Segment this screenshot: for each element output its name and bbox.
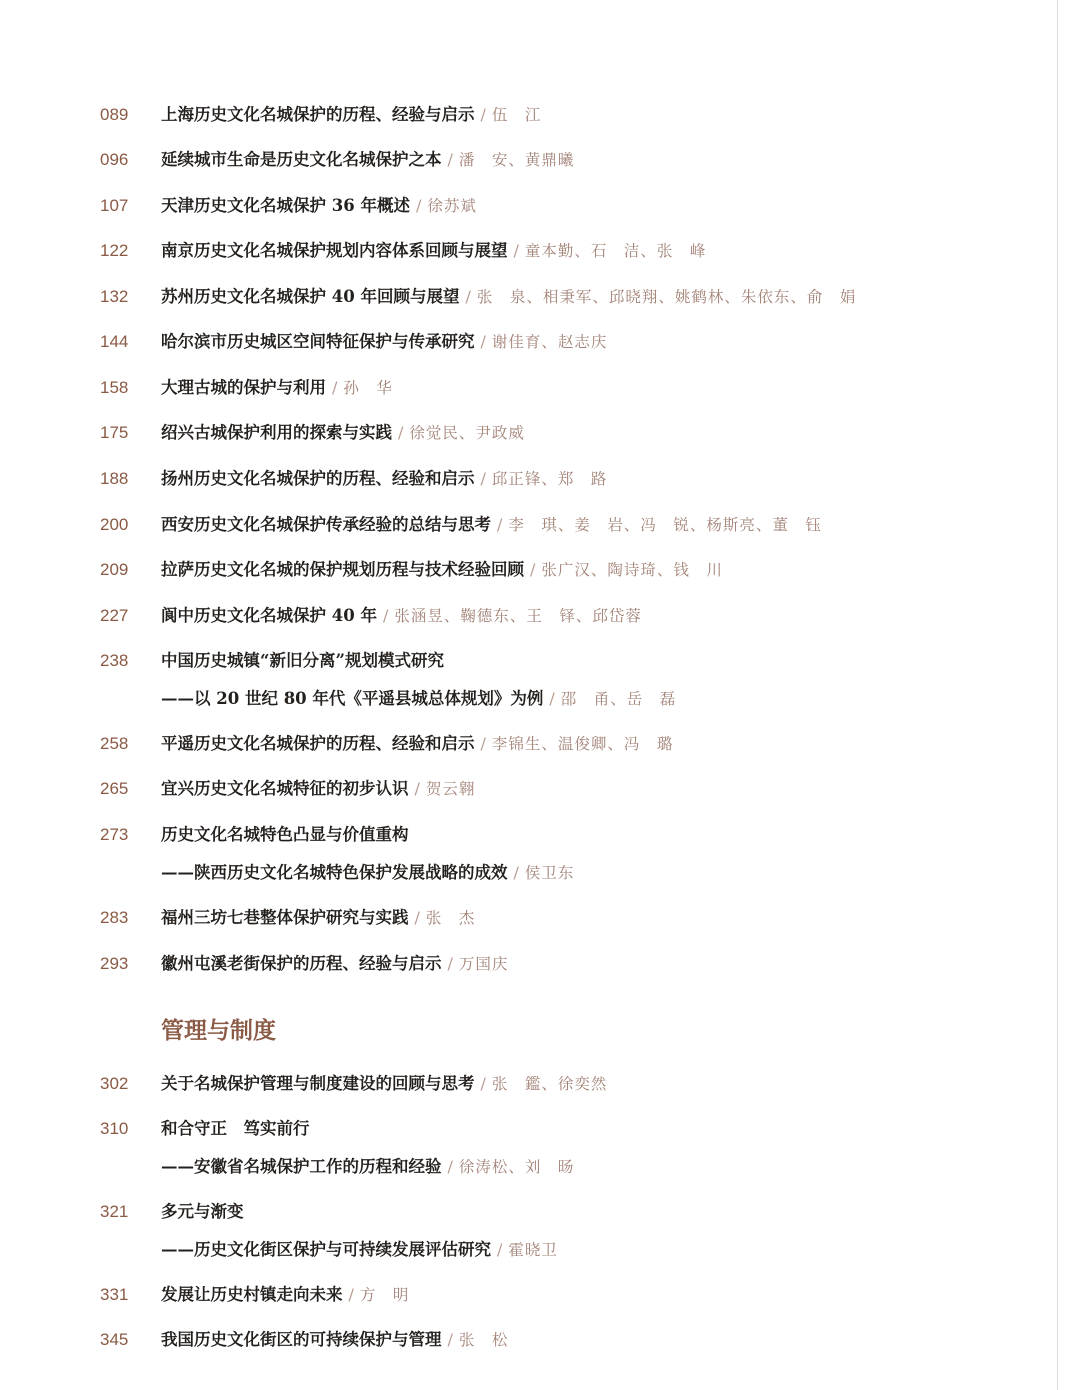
page-number: 310 [100, 1119, 129, 1138]
entry-authors: 贺云翱 [425, 780, 476, 798]
entry-title: 南京历史文化名城保护规划内容体系回顾与展望 [161, 241, 508, 260]
entry-authors: 张 杰 [425, 909, 476, 927]
entry-authors: 李 琪、姜 岩、冯 锐、杨斯亮、董 钰 [508, 516, 822, 534]
page-number: 321 [100, 1202, 129, 1221]
entry-authors: 方 明 [359, 1286, 410, 1304]
page-number: 302 [100, 1074, 129, 1093]
page-number: 175 [100, 423, 129, 442]
entry-title: 多元与渐变 [161, 1202, 244, 1221]
entry-title: 延续城市生命是历史文化名城保护之本 [161, 150, 442, 169]
entry-title: 平遥历史文化名城保护的历程、经验和启示 [161, 734, 475, 753]
entry-authors: 霍晓卫 [508, 1241, 558, 1259]
entry-line [161, 777, 475, 801]
entry-subtitle: ——陕西历史文化名城特色保护发展战略的成效 [161, 863, 508, 882]
separator: / [447, 1330, 453, 1349]
entry-title: 苏州历史文化名城保护 40 年回顾与展望 [161, 287, 460, 306]
entry-authors: 邵 甬、岳 磊 [560, 690, 677, 708]
entry-title: 福州三坊七巷整体保护研究与实践 [161, 908, 409, 927]
separator: / [447, 954, 453, 973]
entry-title: 宜兴历史文化名城特征的初步认识 [161, 779, 409, 798]
entry-authors: 谢佳育、赵志庆 [491, 333, 608, 351]
page-number: 096 [100, 150, 129, 169]
entry-authors: 张涵昱、鞠德东、王 铎、邱岱蓉 [394, 607, 642, 625]
page-number: 107 [100, 196, 129, 215]
page-number: 273 [100, 825, 129, 844]
page-number: 209 [100, 560, 129, 579]
entry-title: 阆中历史文化名城保护 40 年 [161, 606, 377, 625]
entry-authors: 李锦生、温俊卿、冯 璐 [491, 735, 674, 753]
entry-line [161, 330, 607, 354]
entry-authors: 邱正锋、郑 路 [491, 470, 608, 488]
entry-title: 发展让历史村镇走向未来 [161, 1285, 343, 1304]
section-heading: 管理与制度 [161, 1017, 276, 1044]
entry-line [161, 952, 508, 976]
entry-title: 历史文化名城特色凸显与价值重构 [161, 825, 409, 844]
entry-authors: 童本勤、石 洁、张 峰 [524, 242, 707, 260]
entry-line [161, 103, 541, 127]
page-number: 158 [100, 378, 129, 397]
entry-line [161, 906, 475, 930]
page-number: 200 [100, 515, 129, 534]
entry-line [161, 558, 723, 582]
entry-title: 哈尔滨市历史城区空间特征保护与传承研究 [161, 332, 475, 351]
entry-subtitle-line [161, 861, 574, 885]
separator: / [549, 689, 555, 708]
separator: / [480, 469, 486, 488]
entry-line [161, 513, 822, 537]
page-number: 265 [100, 779, 129, 798]
entry-line [161, 148, 574, 172]
separator: / [414, 908, 420, 927]
entry-authors: 徐觉民、尹政威 [409, 424, 525, 442]
entry-subtitle: ——安徽省名城保护工作的历程和经验 [161, 1157, 442, 1176]
entry-authors: 侯卫东 [524, 864, 575, 882]
entry-title: 上海历史文化名城保护的历程、经验与启示 [161, 105, 475, 124]
separator: / [530, 560, 536, 579]
entry-subtitle-line [161, 1155, 574, 1179]
entry-subtitle: ——以 20 世纪 80 年代《平遥县城总体规划》为例 [161, 689, 544, 708]
entry-title: 徽州屯溪老街保护的历程、经验与启示 [161, 954, 442, 973]
page-number: 331 [100, 1285, 129, 1304]
entry-line [161, 649, 444, 673]
entry-authors: 潘 安、黄鼎曦 [458, 151, 575, 169]
page-number: 283 [100, 908, 129, 927]
separator: / [415, 196, 422, 215]
separator: / [332, 378, 338, 397]
entry-line [161, 239, 706, 263]
page-number: 293 [100, 954, 129, 973]
page-number: 132 [100, 287, 129, 306]
page-number: 238 [100, 651, 129, 670]
entry-line [161, 1117, 310, 1141]
entry-title: 扬州历史文化名城保护的历程、经验和启示 [161, 469, 475, 488]
entry-authors: 徐涛松、刘 旸 [458, 1158, 575, 1176]
separator: / [497, 1240, 503, 1259]
separator: / [348, 1285, 354, 1304]
entry-line [161, 285, 856, 309]
separator: / [480, 1074, 486, 1093]
entry-authors: 万国庆 [458, 955, 509, 973]
entry-subtitle-line [161, 687, 676, 711]
page-number: 188 [100, 469, 129, 488]
entry-title: 天津历史文化名城保护 36 年概述 [161, 196, 410, 215]
separator: / [480, 734, 486, 753]
entry-title: 和合守正 笃实前行 [161, 1119, 310, 1138]
entry-line [161, 376, 393, 400]
entry-authors: 张 泉、相秉军、邱晓翔、姚鹤林、朱依东、俞 娟 [476, 288, 857, 306]
page-number: 144 [100, 332, 129, 351]
entry-subtitle: ——历史文化街区保护与可持续发展评估研究 [161, 1240, 491, 1259]
entry-line [161, 1200, 244, 1224]
page-number: 122 [100, 241, 129, 260]
entry-authors: 孙 华 [343, 379, 393, 397]
entry-title: 中国历史城镇“新旧分离”规划模式研究 [161, 651, 444, 670]
separator: / [513, 241, 519, 260]
page-number: 345 [100, 1330, 129, 1349]
separator: / [398, 423, 404, 442]
entry-line [161, 467, 607, 491]
entry-line [161, 1328, 508, 1352]
separator: / [497, 515, 503, 534]
entry-authors: 张广汉、陶诗琦、钱 川 [541, 561, 723, 579]
page-number: 258 [100, 734, 129, 753]
entry-line [161, 732, 673, 756]
entry-line [161, 604, 642, 628]
entry-authors: 张 松 [458, 1331, 509, 1349]
separator: / [480, 332, 486, 351]
entry-authors: 徐苏斌 [427, 197, 477, 215]
entry-title: 大理古城的保护与利用 [161, 378, 326, 397]
separator: / [513, 863, 519, 882]
entry-line [161, 823, 409, 847]
separator: / [382, 606, 389, 625]
entry-line [161, 1072, 607, 1096]
separator: / [447, 150, 453, 169]
entry-title: 拉萨历史文化名城的保护规划历程与技术经验回顾 [161, 560, 524, 579]
entry-line [161, 1283, 409, 1307]
separator: / [480, 105, 486, 124]
entry-title: 关于名城保护管理与制度建设的回顾与思考 [161, 1074, 475, 1093]
separator: / [414, 779, 420, 798]
page-number: 227 [100, 606, 129, 625]
entry-line [161, 421, 525, 445]
entry-authors: 伍 江 [491, 106, 542, 124]
separator: / [465, 287, 471, 306]
page-edge-line [1057, 0, 1058, 1390]
page-number: 089 [100, 105, 129, 124]
entry-authors: 张 鑑、徐奕然 [491, 1075, 608, 1093]
entry-subtitle-line [161, 1238, 558, 1262]
entry-title: 西安历史文化名城保护传承经验的总结与思考 [161, 515, 491, 534]
entry-line [161, 194, 477, 218]
separator: / [447, 1157, 453, 1176]
entry-title: 绍兴古城保护利用的探索与实践 [161, 423, 392, 442]
entry-title: 我国历史文化街区的可持续保护与管理 [161, 1330, 442, 1349]
